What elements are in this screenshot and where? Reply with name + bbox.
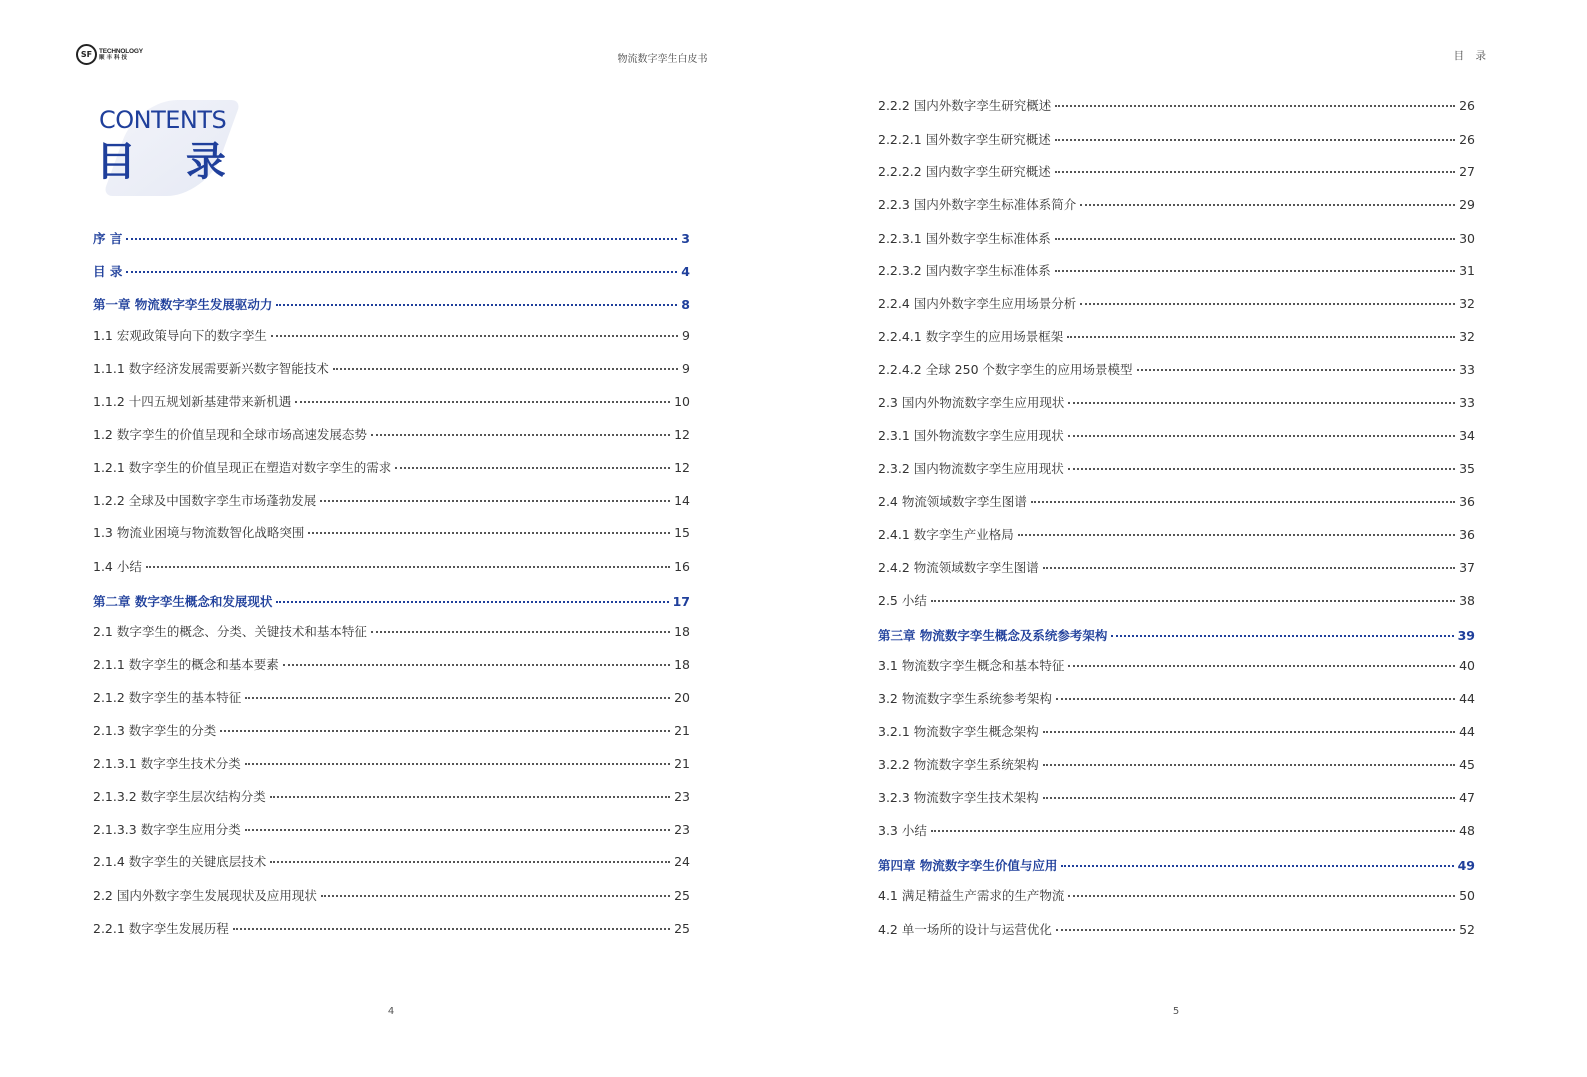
toc-leader-dots <box>371 434 670 436</box>
toc-entry[interactable] <box>878 392 1475 412</box>
toc-entry-page: 21 <box>674 722 690 738</box>
toc-entry-label: 2.2.3.2 国内数字孪生标准体系 <box>878 263 1051 278</box>
toc-entry[interactable] <box>878 458 1475 478</box>
toc-entry-page: 30 <box>1459 230 1475 246</box>
toc-entry-label: 2.2 国内外数字孪生发展现状及应用现状 <box>93 888 317 903</box>
toc-entry-page: 25 <box>674 920 690 936</box>
toc-leader-dots <box>1061 865 1453 867</box>
toc-entry-label: 2.2.2.2 国内数字孪生研究概述 <box>878 164 1051 179</box>
toc-entry[interactable] <box>93 424 690 444</box>
toc-entry-label: 2.4 物流领域数字孪生图谱 <box>878 494 1027 509</box>
toc-entry[interactable] <box>878 425 1475 445</box>
toc-entry-label: 2.1.3.2 数字孪生层次结构分类 <box>93 789 266 804</box>
toc-entry-label: 2.1.1 数字孪生的概念和基本要素 <box>93 657 279 672</box>
toc-leader-dots <box>333 368 678 370</box>
toc-entry-label: 2.3.2 国内物流数字孪生应用现状 <box>878 461 1064 476</box>
document-title: 物流数字孪生白皮书 <box>617 54 708 65</box>
toc-leader-dots <box>245 829 670 831</box>
toc-entry[interactable] <box>878 129 1475 149</box>
toc-entry[interactable] <box>93 720 690 740</box>
toc-entry-label: 2.2.2.1 国外数字孪生研究概述 <box>878 132 1051 147</box>
toc-entry-page: 23 <box>674 788 690 804</box>
toc-entry-label: 1.2.2 全球及中国数字孪生市场蓬勃发展 <box>93 493 317 508</box>
toc-entry-page: 18 <box>674 656 690 672</box>
toc-entry-label: 第三章 物流数字孪生概念及系统参考架构 <box>878 628 1108 643</box>
toc-entry-label: 2.2.4.2 全球 250 个数字孪生的应用场景模型 <box>878 362 1133 377</box>
toc-entry-label: 1.1.1 数字经济发展需要新兴数字智能技术 <box>93 361 329 376</box>
toc-entry-page: 37 <box>1459 559 1475 575</box>
toc-entry-label: 第一章 物流数字孪生发展驱动力 <box>93 297 273 312</box>
toc-entry-page: 35 <box>1459 460 1475 476</box>
toc-entry-label: 4.1 满足精益生产需求的生产物流 <box>878 888 1065 903</box>
toc-leader-dots <box>295 401 670 403</box>
toc-leader-dots <box>1068 665 1455 667</box>
toc-entry[interactable] <box>878 855 1475 875</box>
page-number-left: 4 <box>387 1006 395 1017</box>
toc-entry-page: 33 <box>1459 394 1475 410</box>
toc-entry-page: 33 <box>1459 361 1475 377</box>
toc-entry-page: 23 <box>674 821 690 837</box>
contents-title-cn: 目 录 <box>96 139 244 185</box>
toc-leader-dots <box>283 664 670 666</box>
toc-entry-label: 4.2 单一场所的设计与运营优化 <box>878 922 1052 937</box>
toc-entry[interactable] <box>878 161 1475 181</box>
toc-leader-dots <box>276 601 668 603</box>
toc-leader-dots <box>321 895 670 897</box>
toc-entry-page: 26 <box>1459 97 1475 113</box>
toc-leader-dots <box>245 763 670 765</box>
toc-leader-dots <box>270 861 670 863</box>
toc-entry-label: 2.1.4 数字孪生的关键底层技术 <box>93 854 267 869</box>
toc-entry-label: 3.1 物流数字孪生概念和基本特征 <box>878 658 1065 673</box>
logo-mark: SF <box>76 44 97 65</box>
toc-entry[interactable] <box>93 294 690 314</box>
toc-leader-dots <box>1043 567 1455 569</box>
toc-entry[interactable] <box>878 919 1475 939</box>
toc-entry-label: 1.2.1 数字孪生的价值呈现正在塑造对数字孪生的需求 <box>93 460 392 475</box>
toc-entry-label: 2.1.3 数字孪生的分类 <box>93 723 217 738</box>
toc-leader-dots <box>270 796 670 798</box>
toc-entry-label: 2.1.2 数字孪生的基本特征 <box>93 690 242 705</box>
toc-entry-page: 47 <box>1459 789 1475 805</box>
toc-entry[interactable] <box>878 260 1475 280</box>
toc-leader-dots <box>1056 929 1455 931</box>
toc-entry-page: 3 <box>681 230 690 246</box>
toc-leader-dots <box>220 730 670 732</box>
toc-entry-label: 2.2.4 国内外数字孪生应用场景分析 <box>878 296 1077 311</box>
toc-entry[interactable] <box>878 326 1475 346</box>
toc-entry[interactable] <box>878 524 1475 544</box>
toc-entry-page: 44 <box>1459 690 1475 706</box>
toc-leader-dots <box>271 335 678 337</box>
toc-entry-label: 2.2.4.1 数字孪生的应用场景框架 <box>878 329 1064 344</box>
toc-leader-dots <box>1056 698 1455 700</box>
toc-entry[interactable] <box>878 787 1475 807</box>
toc-entry[interactable] <box>93 391 690 411</box>
toc-leader-dots <box>1055 139 1455 141</box>
toc-entry-page: 25 <box>674 887 690 903</box>
toc-entry-label: 2.4.2 物流领域数字孪生图谱 <box>878 560 1039 575</box>
toc-entry-page: 38 <box>1459 592 1475 608</box>
toc-entry-page: 9 <box>682 360 690 376</box>
toc-leader-dots <box>308 532 670 534</box>
toc-entry[interactable] <box>878 491 1475 511</box>
toc-entry-page: 17 <box>672 593 690 609</box>
toc-entry-page: 52 <box>1459 921 1475 937</box>
toc-entry-page: 27 <box>1459 163 1475 179</box>
toc-leader-dots <box>931 830 1455 832</box>
toc-entry-page: 32 <box>1459 328 1475 344</box>
toc-entry-page: 16 <box>674 558 690 574</box>
toc-leader-dots <box>1080 204 1455 206</box>
toc-leader-dots <box>1067 336 1455 338</box>
toc-leader-dots <box>1055 171 1455 173</box>
toc-entry[interactable] <box>878 885 1475 905</box>
toc-entry-label: 2.1.3.1 数字孪生技术分类 <box>93 756 241 771</box>
toc-entry[interactable] <box>878 228 1475 248</box>
toc-leader-dots <box>1018 534 1455 536</box>
toc-leader-dots <box>1043 797 1455 799</box>
toc-entry[interactable] <box>93 228 690 248</box>
toc-entry-label: 3.2.3 物流数字孪生技术架构 <box>878 790 1039 805</box>
toc-entry[interactable] <box>878 820 1475 840</box>
toc-leader-dots <box>320 500 670 502</box>
toc-entry-label: 3.2.1 物流数字孪生概念架构 <box>878 724 1039 739</box>
toc-entry[interactable] <box>93 457 690 477</box>
toc-entry-label: 3.2 物流数字孪生系统参考架构 <box>878 691 1052 706</box>
toc-entry-label: 2.4.1 数字孪生产业格局 <box>878 527 1014 542</box>
toc-entry[interactable] <box>93 556 690 576</box>
toc-entry-label: 1.1 宏观政策导向下的数字孪生 <box>93 328 267 343</box>
toc-entry-page: 20 <box>674 689 690 705</box>
toc-entry-page: 32 <box>1459 295 1475 311</box>
toc-entry-page: 48 <box>1459 822 1475 838</box>
toc-entry-label: 目 录 <box>93 264 123 279</box>
toc-entry-page: 34 <box>1459 427 1475 443</box>
toc-entry[interactable] <box>93 687 690 707</box>
toc-entry-page: 49 <box>1457 857 1475 873</box>
toc-entry[interactable] <box>878 754 1475 774</box>
toc-entry-page: 29 <box>1459 196 1475 212</box>
toc-leader-dots <box>1068 402 1455 404</box>
toc-leader-dots <box>1068 468 1455 470</box>
toc-entry[interactable] <box>93 490 690 510</box>
toc-entry[interactable] <box>878 590 1475 610</box>
toc-entry-page: 31 <box>1459 262 1475 278</box>
toc-entry[interactable] <box>878 359 1475 379</box>
toc-entry-label: 序 言 <box>93 231 123 246</box>
toc-entry-label: 1.1.2 十四五规划新基建带来新机遇 <box>93 394 292 409</box>
toc-entry-page: 9 <box>682 327 690 343</box>
toc-entry[interactable] <box>93 819 690 839</box>
toc-leader-dots <box>1043 764 1455 766</box>
toc-entry[interactable] <box>93 621 690 641</box>
toc-entry[interactable] <box>93 885 690 905</box>
toc-entry-page: 14 <box>674 492 690 508</box>
toc-entry-label: 3.2.2 物流数字孪生系统架构 <box>878 757 1039 772</box>
toc-entry[interactable] <box>93 654 690 674</box>
toc-leader-dots <box>245 697 670 699</box>
toc-leader-dots <box>233 928 670 930</box>
toc-entry[interactable] <box>93 753 690 773</box>
toc-entry-label: 2.2.3 国内外数字孪生标准体系简介 <box>878 197 1077 212</box>
toc-entry[interactable] <box>878 721 1475 741</box>
contents-title-en: CONTENTS <box>99 106 227 134</box>
toc-leader-dots <box>1137 369 1456 371</box>
toc-leader-dots <box>1055 105 1455 107</box>
toc-entry[interactable] <box>93 591 690 611</box>
toc-entry-page: 8 <box>681 296 690 312</box>
toc-leader-dots <box>1031 501 1455 503</box>
toc-entry-page: 18 <box>674 623 690 639</box>
toc-entry-label: 2.2.1 数字孪生发展历程 <box>93 921 229 936</box>
toc-entry-page: 12 <box>674 459 690 475</box>
toc-leader-dots <box>1080 303 1455 305</box>
toc-leader-dots <box>126 271 677 273</box>
toc-entry-label: 3.3 小结 <box>878 823 927 838</box>
toc-entry[interactable] <box>878 95 1475 115</box>
toc-leader-dots <box>126 238 677 240</box>
toc-leader-dots <box>1068 435 1455 437</box>
toc-leader-dots <box>395 467 670 469</box>
toc-entry-page: 4 <box>681 263 690 279</box>
toc-entry-label: 1.4 小结 <box>93 559 142 574</box>
toc-entry-page: 40 <box>1459 657 1475 673</box>
logo-cn: 顺丰科技 <box>99 54 130 61</box>
toc-entry-label: 2.2.3.1 国外数字孪生标准体系 <box>878 231 1051 246</box>
toc-entry-page: 10 <box>674 393 690 409</box>
toc-leader-dots <box>1043 731 1455 733</box>
toc-entry-page: 24 <box>674 853 690 869</box>
toc-entry-page: 12 <box>674 426 690 442</box>
toc-entry[interactable] <box>93 261 690 281</box>
toc-entry-page: 50 <box>1459 887 1475 903</box>
toc-entry-page: 45 <box>1459 756 1475 772</box>
toc-entry-label: 2.1.3.3 数字孪生应用分类 <box>93 822 241 837</box>
toc-entry-page: 44 <box>1459 723 1475 739</box>
toc-entry-page: 36 <box>1459 526 1475 542</box>
toc-leader-dots <box>371 631 670 633</box>
toc-entry[interactable] <box>878 557 1475 577</box>
toc-entry-label: 1.2 数字孪生的价值呈现和全球市场高速发展态势 <box>93 427 367 442</box>
toc-leader-dots <box>1068 895 1455 897</box>
toc-entry-label: 第四章 物流数字孪生价值与应用 <box>878 858 1058 873</box>
toc-entry-label: 2.3.1 国外物流数字孪生应用现状 <box>878 428 1064 443</box>
toc-entry[interactable] <box>93 358 690 378</box>
toc-entry-label: 2.5 小结 <box>878 593 927 608</box>
toc-entry[interactable] <box>93 522 690 542</box>
toc-entry[interactable] <box>93 918 690 938</box>
left-page <box>0 0 793 1077</box>
toc-leader-dots <box>146 566 670 568</box>
toc-entry[interactable] <box>878 655 1475 675</box>
toc-entry[interactable] <box>878 194 1475 214</box>
page-number-right: 5 <box>1172 1006 1180 1017</box>
toc-entry-label: 2.3 国内外物流数字孪生应用现状 <box>878 395 1065 410</box>
toc-leader-dots <box>931 600 1455 602</box>
toc-entry-page: 39 <box>1457 627 1475 643</box>
toc-leader-dots <box>1055 238 1455 240</box>
toc-entry-label: 1.3 物流业困境与物流数智化战略突围 <box>93 525 305 540</box>
toc-entry-page: 21 <box>674 755 690 771</box>
logo-en: TECHNOLOGY <box>99 47 143 55</box>
right-page <box>794 0 1587 1077</box>
toc-entry-page: 26 <box>1459 131 1475 147</box>
toc-entry-page: 15 <box>674 524 690 540</box>
toc-entry-page: 36 <box>1459 493 1475 509</box>
toc-entry[interactable] <box>93 851 690 871</box>
toc-entry[interactable] <box>878 625 1475 645</box>
toc-entry[interactable] <box>878 688 1475 708</box>
section-tag: 目 录 <box>1453 50 1490 62</box>
toc-entry-label: 第二章 数字孪生概念和发展现状 <box>93 594 273 609</box>
toc-leader-dots <box>276 304 677 306</box>
toc-entry-label: 2.1 数字孪生的概念、分类、关键技术和基本特征 <box>93 624 367 639</box>
toc-leader-dots <box>1111 635 1453 637</box>
toc-entry[interactable] <box>878 293 1475 313</box>
toc-entry[interactable] <box>93 325 690 345</box>
toc-leader-dots <box>1055 270 1455 272</box>
toc-entry-label: 2.2.2 国内外数字孪生研究概述 <box>878 98 1052 113</box>
toc-entry[interactable] <box>93 786 690 806</box>
